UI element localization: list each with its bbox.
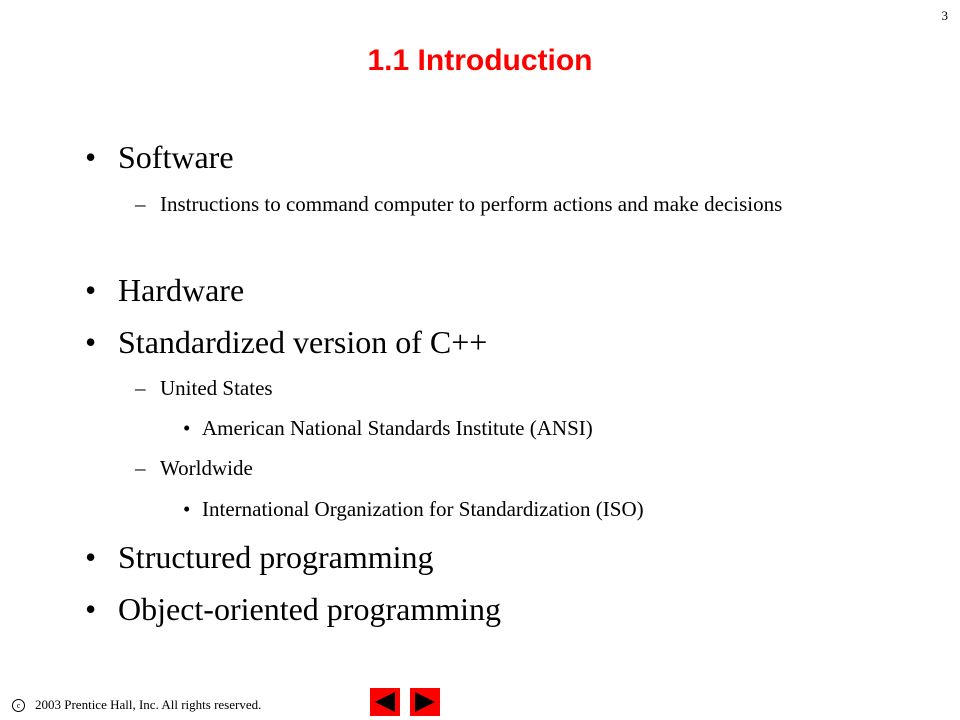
- dash-icon: –: [135, 456, 146, 480]
- sub-item-text: United States: [160, 376, 273, 400]
- dash-icon: –: [135, 192, 146, 216]
- right-arrow-icon: [410, 688, 440, 716]
- sub-item-instructions: [135, 188, 850, 220]
- dash-icon: –: [135, 376, 146, 400]
- bullet-icon: •: [85, 591, 97, 627]
- slide-title: 1.1 Introduction: [367, 44, 593, 77]
- sub-item-worldwide: [135, 452, 850, 484]
- sub-sub-item-text: American National Standards Institute (ANSI): [202, 416, 593, 440]
- page-number: 3: [941, 8, 948, 23]
- copyright-footer: [12, 697, 261, 713]
- next-slide-button[interactable]: [410, 688, 440, 716]
- bullet-icon: •: [183, 416, 191, 440]
- bullet-text: Object-oriented programming: [118, 591, 501, 627]
- bullet-item-hardware: [85, 272, 245, 309]
- left-arrow-icon: [370, 688, 400, 716]
- sub-item-united-states: [135, 372, 850, 404]
- previous-slide-button[interactable]: [370, 688, 400, 716]
- bullet-text: Hardware: [118, 272, 245, 308]
- bullet-icon: •: [183, 497, 191, 521]
- bullet-text: Software: [118, 139, 234, 175]
- bullet-icon: •: [85, 272, 97, 308]
- bullet-item-object-oriented-programming: [85, 591, 501, 628]
- sub-item-text: Worldwide: [160, 456, 253, 480]
- copyright-text: 2003 Prentice Hall, Inc. All rights reserved.: [35, 697, 262, 712]
- bullet-text: Structured programming: [118, 539, 434, 575]
- bullet-item-standardized-cpp: [85, 324, 488, 361]
- bullet-text: Standardized version of C++: [118, 324, 488, 360]
- bullet-item-structured-programming: [85, 539, 434, 576]
- copyright-icon: c: [12, 699, 25, 712]
- sub-sub-item-text: International Organization for Standardization (ISO): [202, 497, 644, 521]
- bullet-icon: •: [85, 324, 97, 360]
- sub-sub-item-iso: [183, 497, 644, 522]
- bullet-icon: •: [85, 539, 97, 575]
- bullet-item-software: [85, 139, 234, 176]
- sub-sub-item-ansi: [183, 416, 593, 441]
- bullet-icon: •: [85, 139, 97, 175]
- sub-item-text: Instructions to command computer to perform actions and make decisions: [160, 192, 783, 216]
